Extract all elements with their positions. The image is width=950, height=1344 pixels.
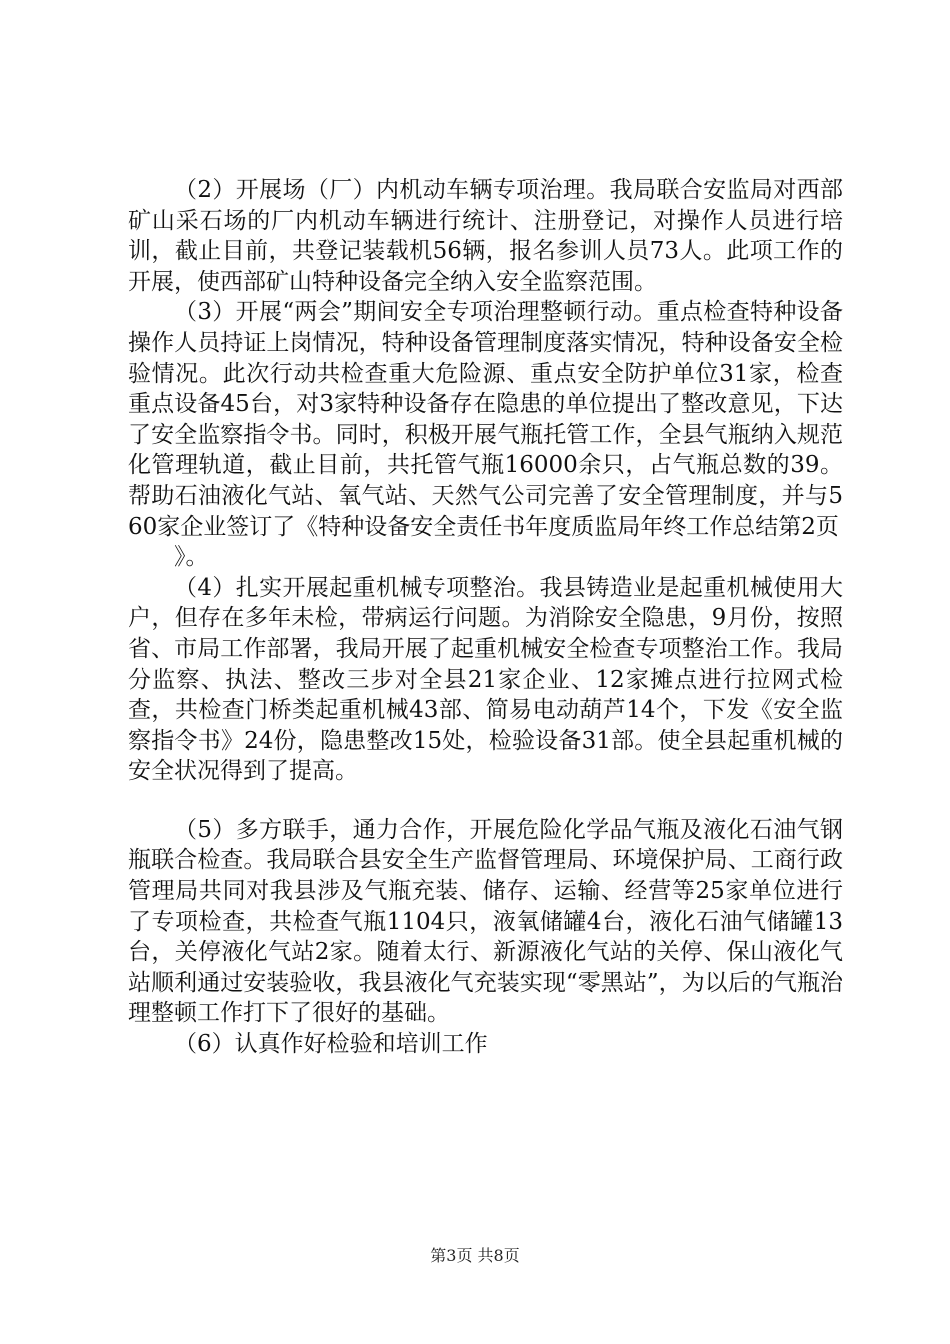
paragraph-3: （3）开展“两会”期间安全专项治理整顿行动。重点检查特种设备操作人员持证上岗情况，特种设备管理制度落实情况，特种设备安全检验情况。此次行动共检查重大危险源、重点安全防护单位31家，检查重点设备45台，对3家特种设备存在隐患的单位提出了整改意见，下达了安全监察指令书。同时，积极开展气瓶托管工作，全县气瓶纳入规范化管理轨道，截止目前，共托管气瓶16000余只，占气瓶总数的39。帮助石油液化气站、氧气站、天然气公司完善了安全管理制度，并与560家企业签订了《特种设备安全责任书年度质监局年终工作总结第2页 [128, 299, 843, 540]
document-body [128, 175, 843, 1060]
paragraph-4: （4）扎实开展起重机械专项整治。我县铸造业是起重机械使用大户，但存在多年未检，带病运行问题。为消除安全隐患，9月份，按照省、市局工作部署，我局开展了起重机械安全检查专项整治工作。我局分监察、执法、整改三步对全县21家企业、12家摊点进行拉网式检查，共检查门桥类起重机械43部、简易电动葫芦14个，下发《安全监察指令书》24份，隐患整改15处，检验设备31部。使全县起重机械的安全状况得到了提高。 [128, 574, 843, 785]
paragraph-2: （2）开展场（厂）内机动车辆专项治理。我局联合安监局对西部矿山采石场的厂内机动车辆进行统计、注册登记，对操作人员进行培训，截止目前，共登记装载机56辆，报名参训人员73人。此项工作的开展，使西部矿山特种设备完全纳入安全监察范围。 [128, 177, 843, 295]
page-footer: 第3页 共8页 [430, 1246, 520, 1265]
paragraph-5: （5）多方联手，通力合作，开展危险化学品气瓶及液化石油气钢瓶联合检查。我局联合县安全生产监督管理局、环境保护局、工商行政管理局共同对我县涉及气瓶充装、储存、运输、经营等25家单位进行了专项检查，共检查气瓶1104只，液氧储罐4台，液化石油气储罐13台，关停液化气站2家。随着太行、新源液化气站的关停、保山液化气站顺利通过安装验收，我县液化气充装实现“零黑站”，为以后的气瓶治理整顿工作打下了很好的基础。 [128, 816, 843, 1027]
paragraph-6: （6）认真作好检验和培训工作 [174, 1031, 488, 1058]
paragraph-3-continuation: 》。 [174, 544, 209, 571]
